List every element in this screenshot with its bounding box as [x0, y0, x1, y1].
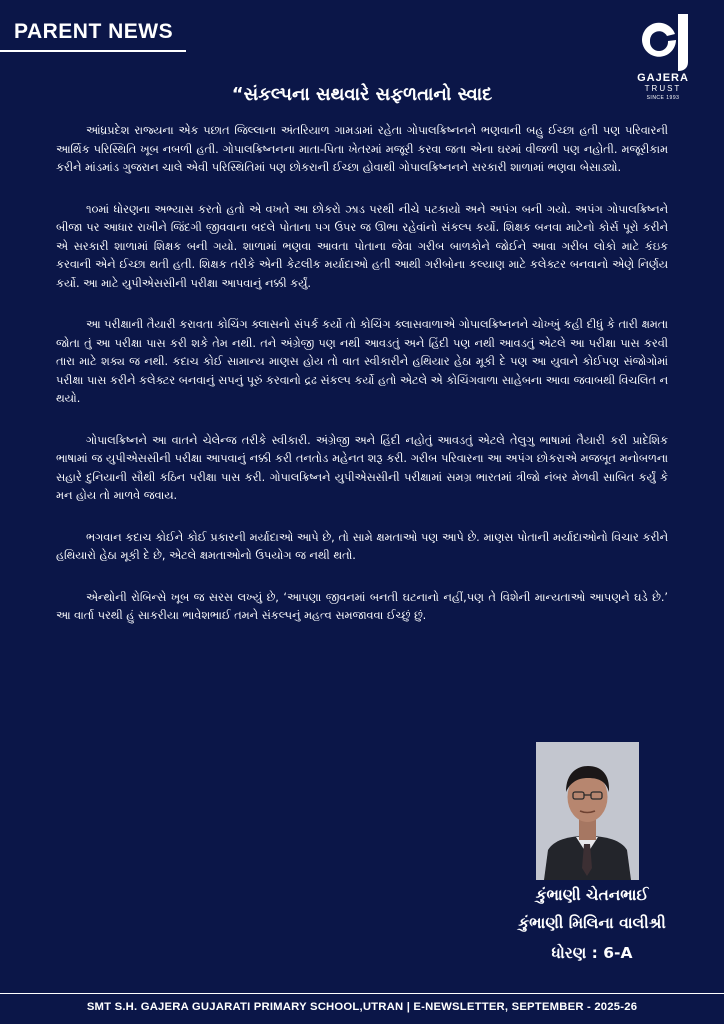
paragraph: આંધ્રપ્રદેશ રાજ્યના એક પછાત જિલ્લાના અંતરિયાળ ગામડામાં રહેતા ગોપાલક્રિષ્નનને ભણવાની બહુ ઈચ્છા હતી પણ પરિવારની આર્થિક પરિસ્થિતિ ખૂબ નબળી હતી. ગોપાલક્રિષ્નનના માતા-પિતા ખેતરમાં મજૂરી કરવા જતા એના ઘરમાં વીજળી પણ નહોતી. મજૂરીકામ કરીને માંડમાંડ ગુજરાન ચાલે એવી પરિસ્થિતિમાં પણ છોકરાની ઈચ્છા હોવાથી ગોપાલક્રિષ્નનને સરકારી શાળામાં ભણવા બેસાડ્યો. — [56, 124, 668, 174]
paragraph: ગોપાલક્રિષ્નને આ વાતને ચેલેન્જ તરીકે સ્વીકારી. અંગ્રેજી અને હિંદી નહોતું આવડતું એટલે તેલુગુ ભાષામાં તૈયારી કરી પ્રાદેશિક ભાષામાં જ યુપીએસસીની પરીક્ષા આપવાનું નક્કી કરી તનતોડ મહેનત શરૂ કરી. ગરીબ પરિવારના આ અપંગ છોકરાએ મજબૂત મનોબળના સહારે દુનિયાની સૌથી કઠિન પરીક્ષા પાસ કરી. ગોપાલક્રિષ્નને યુપીએસસીની પરીક્ષામાં સમગ્ર ભારતમાં ત્રીજો નંબર મેળવી સાબિત કર્યું કે મન હોય તો માળવે જવાય. — [56, 433, 668, 502]
paragraph: ૧૦માં ધોરણના અભ્યાસ કરતો હતો એ વખતે આ છોકરો ઝાડ પરથી નીચે પટકાયો અને અપંગ બની ગયો. અપંગ ગોપાલક્રિષ્નને બીજા પર આધાર રાખીને જિંદગી જીવવાના બદલે પોતાના પગ ઉપર જ ઊભા રહેવાંનો સંકલ્પ કર્યો. શિક્ષક બનવા માટેનો કોર્સ પૂરો કરીને એ સરકારી શાળામાં શિક્ષક બની ગયો. શાળામાં ભણવા આવતા પોતાના જેવા ગરીબ બાળકોને જોઈને આવા ગરીબ લોકો માટે કંઇક કરવાની એને ઈચ્છા થતી હતી. શિક્ષક તરીકે એની કેટલીક મર્યાદાઓ હતી આથી ગરીબોના કલ્યાણ માટે કલેક્ટર બનવાનો એણે નિર્ણય કર્યો. આ માટે યુપીએસસીની પરીક્ષા આપવાનું નક્કી કર્યું. — [56, 202, 668, 290]
signature-name: કુંભાણી ચેતનભાઈ — [535, 886, 649, 904]
paragraph: એન્થોની રોબિન્સે ખૂબ જ સરસ લખ્યું છે, ‘આપણા જીવનમાં બનતી ઘટનાનો નહીં,પણ તે વિશેની માન્યતાઓ આપણને ઘડે છે.’ આ વાર્તા પરથી હું સાકરીયા ભાવેશભાઈ તમને સંકલ્પનું મહત્વ સમજાવવા ઈચ્છું છું. — [56, 590, 668, 622]
paragraph: ભગવાન કદાચ કોઈને કોઈ પ્રકારની મર્યાદાઓ આપે છે, તો સામે ક્ષમતાઓ પણ આપે છે. માણસ પોતાની મર્યાદાઓનો વિચાર કરીને હથિયારો હેઠા મૂકી દે છે, એટલે ક્ષમતાઓનો ઉપયોગ જ નથી થતો. — [56, 530, 668, 562]
logo-subtitle: TRUST — [644, 84, 682, 93]
person-portrait-icon — [536, 742, 639, 880]
gajera-logo-mark-icon — [632, 10, 694, 72]
paragraph: આ પરીક્ષાની તૈયારી કરાવતા કોચિંગ ક્લાસનો સંપર્ક કર્યો તો કોચિંગ ક્લાસવાળાએ ગોપાલક્રિષ્નનને ચોખ્ખું કહી દીધું કે તારી ક્ષમતા જોતા તું આ પરીક્ષા પાસ કરી શકે તેમ નથી. તને અંગ્રેજી પણ નથી આવડતું અને હિંદી પણ નથી આવડતું એટલે આ પરીક્ષા પાસ કરવી તારા માટે શક્ય જ નથી. કદાચ કોઈ સામાન્ય માણસ હોય તો વાત સ્વીકારીને હથિયાર હેઠા મૂકી દે પણ આ યુવાને કોઈપણ સંજોગોમાં પરીક્ષા પાસ કરીને કલેક્ટર બનવાનું સપનું પૂરું કરવાનો દ્રઢ સંકલ્પ કર્યો હતો એટલે એ કોચિંગવાળા સાહેબના આવા જવાબથી વિચલિત ન થયો. — [56, 318, 668, 405]
footer-text: SMT S.H. GAJERA GUJARATI PRIMARY SCHOOL,UTRAN | E-NEWSLETTER, SEPTEMBER - 2025-26 — [86, 1001, 638, 1013]
parent-photo — [536, 742, 639, 880]
section-heading: PARENT NEWS — [14, 20, 174, 43]
signature-class: ધોરણ : 6-A — [551, 944, 633, 962]
logo-name: GAJERA — [637, 72, 689, 84]
article-body — [56, 122, 668, 649]
signature-relation: કુંભાણી મિલિના વાલીશ્રી — [518, 914, 666, 932]
article-title: “સંકલ્પના સથવારે સફળતાનો સ્વાદ — [231, 84, 493, 105]
footer-divider — [0, 993, 724, 994]
logo-since: SINCE 1993 — [646, 95, 680, 101]
heading-underline — [0, 50, 186, 52]
